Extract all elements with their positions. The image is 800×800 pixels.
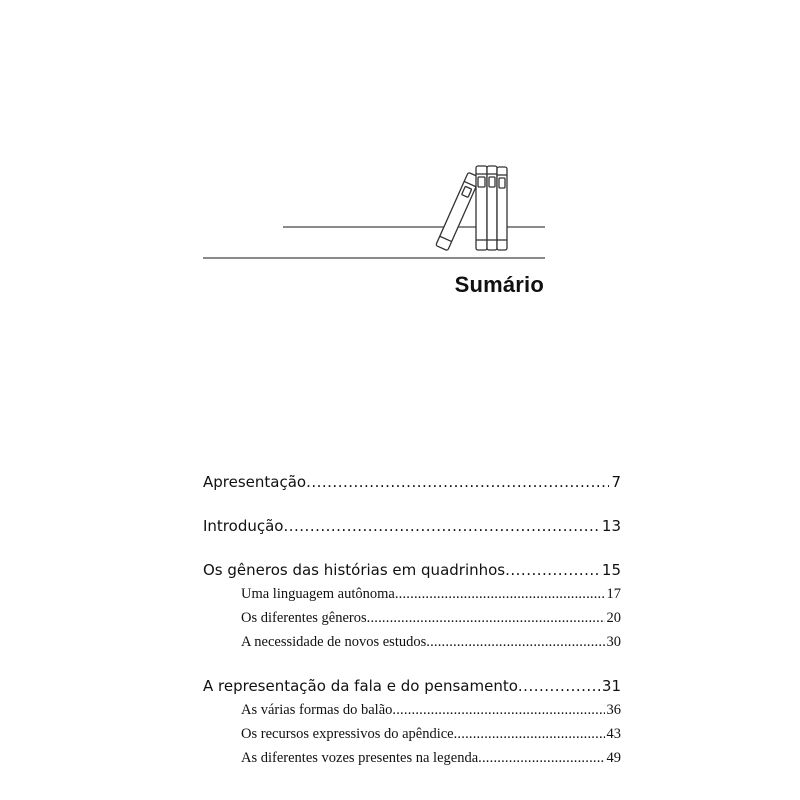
dot-leader bbox=[392, 698, 604, 722]
books-illustration bbox=[420, 160, 520, 255]
decorative-rule-bottom bbox=[203, 257, 545, 259]
toc-section-title: Uma linguagem autônoma bbox=[241, 586, 395, 602]
toc-page-number: 20 bbox=[606, 610, 621, 626]
dot-leader bbox=[306, 470, 609, 494]
toc-section-title: Os recursos expressivos do apêndice bbox=[241, 726, 454, 742]
standing-book-icon bbox=[476, 166, 487, 250]
toc-chapter-apresentacao[interactable] bbox=[203, 470, 621, 494]
toc-page-number: 15 bbox=[601, 561, 621, 579]
toc-section-title: A necessidade de novos estudos bbox=[241, 634, 427, 650]
toc-section[interactable] bbox=[203, 630, 621, 654]
toc-section-title: As várias formas do balão bbox=[241, 702, 393, 718]
table-of-contents bbox=[203, 470, 621, 770]
toc-chapter-title: Apresentação bbox=[203, 473, 307, 491]
standing-book-icon bbox=[487, 166, 497, 250]
page-title: Sumário bbox=[454, 272, 544, 297]
dot-leader bbox=[454, 722, 605, 746]
dot-leader bbox=[478, 746, 604, 770]
toc-chapter-representacao[interactable] bbox=[203, 674, 621, 698]
toc-page-number: 30 bbox=[606, 634, 621, 650]
toc-chapter-title: Introdução bbox=[203, 517, 284, 535]
toc-page-number: 43 bbox=[606, 726, 621, 742]
leaning-book-icon bbox=[436, 172, 480, 250]
dot-leader bbox=[395, 582, 605, 606]
toc-section[interactable] bbox=[203, 746, 621, 770]
standing-book-icon bbox=[497, 167, 507, 250]
toc-chapter-generos[interactable] bbox=[203, 558, 621, 582]
toc-section[interactable] bbox=[203, 698, 621, 722]
toc-chapter-title: Os gêneros das histórias em quadrinhos bbox=[203, 561, 506, 579]
toc-page-number: 36 bbox=[606, 702, 621, 718]
toc-section[interactable] bbox=[203, 606, 621, 630]
toc-section-title: Os diferentes gêneros bbox=[241, 610, 367, 626]
toc-section[interactable] bbox=[203, 722, 621, 746]
toc-page-number: 7 bbox=[611, 473, 621, 491]
dot-leader bbox=[426, 630, 604, 654]
toc-page-number: 31 bbox=[601, 677, 621, 695]
dot-leader bbox=[505, 558, 600, 582]
dot-leader bbox=[518, 674, 600, 698]
toc-page-number: 17 bbox=[606, 586, 621, 602]
toc-page-number: 49 bbox=[606, 750, 621, 766]
toc-page-number: 13 bbox=[601, 517, 621, 535]
toc-chapter-introducao[interactable] bbox=[203, 514, 621, 538]
dot-leader bbox=[283, 514, 599, 538]
dot-leader bbox=[367, 606, 605, 630]
toc-chapter-title: A representação da fala e do pensamento bbox=[203, 677, 518, 695]
toc-section-title: As diferentes vozes presentes na legenda bbox=[241, 750, 479, 766]
toc-section[interactable] bbox=[203, 582, 621, 606]
